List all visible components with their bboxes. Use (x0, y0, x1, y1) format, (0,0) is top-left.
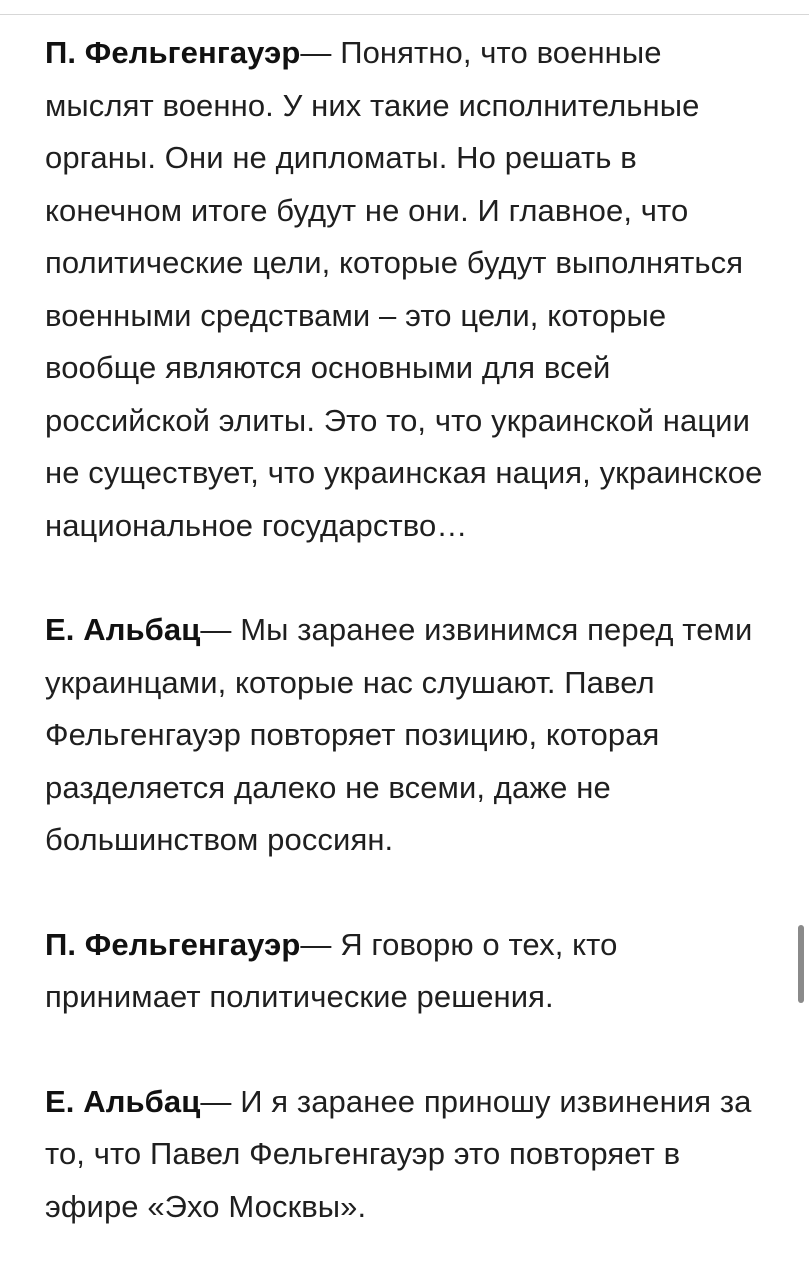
speech-text: Мы заранее извинимся перед теми украинцами, которые нас слушают. Павел Фельгенгауэр повторяет позицию, которая разделяется далеко не всеми, даже не большинством россиян. (45, 612, 753, 857)
speaker-name: П. Фельгенгауэр (45, 926, 301, 962)
transcript-entry (45, 604, 775, 867)
top-divider (0, 14, 809, 15)
speaker-name: П. Фельгенгауэр (45, 35, 301, 70)
speech-text: Понятно, что военные мыслят военно. У них такие исполнительные органы. Они не дипломаты. Но решать в конечном итоге будут не они. И главное, что политические цели, которые будут выполняться военными средствами – это цели, которые вообще являются основными для всей российской элиты. Это то, что украинской нации не существует, что украинская нация, украинское национальное государство… (45, 35, 763, 543)
speech-text: И я заранее приношу извинения за то, что Павел Фельгенгауэр это повторяет в эфире «Эхо Москвы». (45, 1083, 752, 1224)
transcript-entry (45, 919, 775, 1024)
transcript-entry (45, 1076, 775, 1234)
speaker-dash: — (300, 926, 332, 962)
speech-text: Я говорю о тех, кто принимает политические решения. (45, 926, 618, 1014)
speaker-dash: — (200, 1083, 232, 1119)
transcript (45, 27, 775, 1233)
speaker-name: Е. Альбац (45, 612, 201, 647)
speaker-dash: — (200, 612, 232, 647)
speaker-dash: — (300, 35, 332, 70)
transcript-entry (45, 27, 775, 552)
speaker-name: Е. Альбац (45, 1083, 201, 1119)
scrollbar-thumb[interactable] (798, 925, 804, 1003)
